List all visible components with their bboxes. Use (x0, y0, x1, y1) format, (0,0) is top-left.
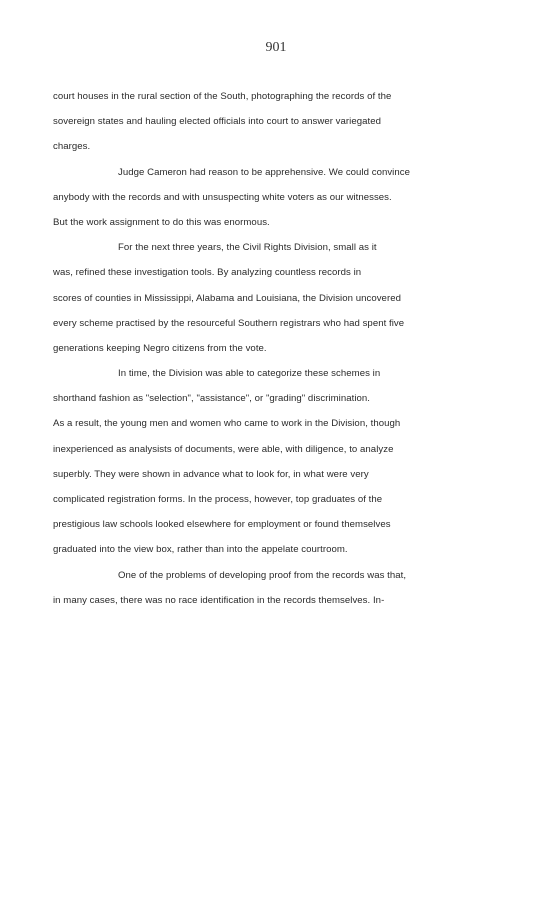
text-line: complicated registration forms. In the process, however, top graduates of the (53, 494, 383, 505)
text-line: One of the problems of developing proof from the records was that, (118, 569, 407, 581)
paragraph (53, 568, 499, 618)
text-line: In time, the Division was able to categorize these schemes in (118, 368, 381, 380)
text-line: charges. (53, 141, 91, 153)
text-line: anybody with the records and with unsuspecting white voters as our witnesses. (53, 191, 392, 203)
page-number: 901 (265, 40, 287, 55)
text-line: For the next three years, the Civil Rights Division, small as it (118, 242, 377, 254)
text-line: sovereign states and hauling elected officials into court to answer variegated (53, 116, 381, 128)
text-line: shorthand fashion as "selection", "assistance", or "grading" discrimination. (53, 393, 371, 405)
text-line: Judge Cameron had reason to be apprehensive. We could convince (118, 166, 410, 178)
text-line: graduated into the view box, rather than into the appelate courtroom. (53, 544, 348, 556)
paragraph (53, 89, 499, 165)
text-line: prestigious law schools looked elsewhere for employment or found themselves (53, 519, 391, 531)
text-line: scores of counties in Mississippi, Alabama and Louisiana, the Division uncovered (53, 292, 401, 304)
paragraph (53, 165, 499, 241)
paragraph (53, 240, 499, 366)
text-line: inexperienced as analysists of documents, were able, with diligence, to analyze (53, 443, 394, 455)
body-text (53, 89, 499, 618)
text-line: generations keeping Negro citizens from the vote. (53, 342, 267, 354)
text-line: in many cases, there was no race identification in the records themselves. In- (53, 594, 385, 606)
text-line: was, refined these investigation tools. By analyzing countless records in (53, 267, 362, 279)
text-line: superbly. They were shown in advance what to look for, in what were very (53, 468, 369, 480)
text-line: every scheme practised by the resourceful Southern registrars who had spent five (53, 317, 405, 329)
text-line: court houses in the rural section of the South, photographing the records of the (53, 91, 392, 102)
text-line: But the work assignment to do this was enormous. (53, 216, 270, 228)
text-line: As a result, the young men and women who came to work in the Division, though (53, 418, 401, 430)
paragraph (53, 366, 499, 568)
